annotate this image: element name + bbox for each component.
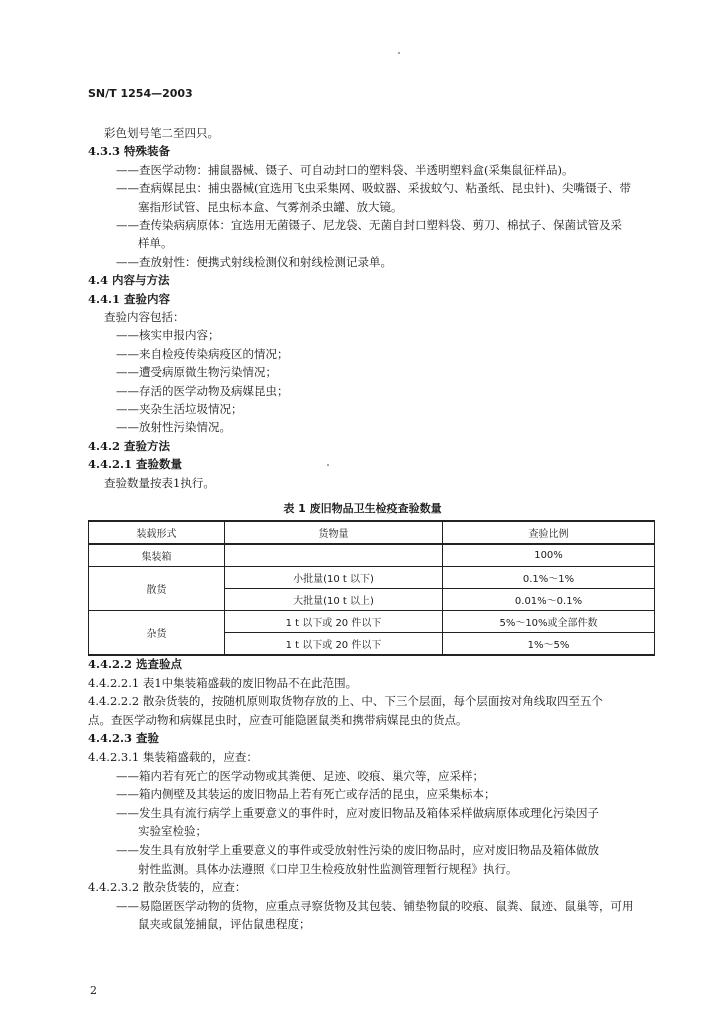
- text-line: ——核实申报内容；: [116, 328, 220, 343]
- text-line: ——易隐匿医学动物的货物，应重点寻察货物及其包装、铺垫物鼠的咬痕、鼠粪、鼠迹、鼠巢等，可用: [116, 898, 634, 913]
- text-line: 4.4.2.2.2 散杂货装的，按随机原则取货物存放的上、中、下三个层面，每个层面按对角线取四至五个: [88, 694, 603, 709]
- text-line: ——查医学动物：捕鼠器械、镊子、可自动封口的塑料袋、半透明塑料盒(采集鼠征样品)。: [116, 162, 574, 177]
- form-bulk: 散货: [89, 567, 225, 611]
- section-heading: 4.3.3 特殊装备: [88, 144, 171, 159]
- text-line: 点。查医学动物和病媒昆虫时，应查可能隐匿鼠类和携带病媒昆虫的货点。: [88, 712, 468, 727]
- qty-bulk-small: 小批量(10 t 以下): [225, 567, 443, 589]
- ratio-bulk-small: 0.1%～1%: [443, 567, 655, 589]
- text-line: ——发生具有放射学上重要意义的事件或受放射性污染的废旧物品时，应对废旧物品及箱体做放: [116, 843, 599, 857]
- text-line: 查验数量按表1执行。: [104, 475, 215, 490]
- text-line: 4.4.2.2.1 表1中集装箱盛载的废旧物品不在此范围。: [88, 675, 358, 690]
- table-caption: 表 1 废旧物品卫生检疫查验数量: [283, 502, 442, 515]
- text-line: 实验室检验；: [138, 824, 207, 839]
- form-container: 集装箱: [89, 544, 225, 567]
- header-loading-form: 装载形式: [89, 521, 225, 544]
- inspection-quantity-table: [88, 520, 655, 656]
- section-heading: 4.4.1 查验内容: [88, 291, 171, 306]
- text-line: ——箱内若有死亡的医学动物或其粪便、足迹、咬痕、巢穴等，应采样；: [116, 768, 484, 783]
- qty-bulk-large: 大批量(10 t 以上): [225, 589, 443, 611]
- text-line: ——夹杂生活垃圾情况；: [116, 402, 243, 416]
- text-line: ——查病媒昆虫：捕虫器械(宜选用飞虫采集网、吸蚊器、采拔蚊勺、粘蚤纸、昆虫针)、尖嘴镊子、带: [116, 181, 631, 196]
- text-line: ——查传染病病原体：宜选用无菌镊子、尼龙袋、无菌自封口塑料袋、剪刀、棉拭子、保菌试管及采: [116, 218, 622, 232]
- text-line: 射性监测。具体办法遵照《口岸卫生检疫放射性监测管理暂行规程》执行。: [138, 861, 518, 876]
- text-line: 彩色划号笔二至四只。: [104, 126, 219, 140]
- document-id: SN/T 1254—2003: [88, 87, 193, 100]
- text-line: ——存活的医学动物及病媒昆虫；: [116, 383, 289, 398]
- ratio-mixed-2: 1%～5%: [443, 633, 655, 656]
- section-heading: 4.4.2.3 查验: [88, 731, 160, 746]
- table-row: [89, 567, 655, 589]
- section-heading: 4.4.2.2 选查验点: [88, 657, 183, 671]
- ratio-mixed-1: 5%～10%或全部件数: [443, 611, 655, 633]
- table-header-row: [89, 521, 655, 544]
- text-line: 样单。: [138, 236, 173, 251]
- page-number: 2: [90, 984, 97, 997]
- qty-mixed-1: 1 t 以下或 20 件以下: [225, 611, 443, 633]
- table-row: [89, 544, 655, 567]
- section-heading: 4.4 内容与方法: [88, 273, 170, 288]
- text-line: ——来自检疫传染病疫区的情况；: [116, 346, 289, 361]
- text-line: 鼠夹或鼠笼捕鼠，评估鼠患程度；: [138, 917, 311, 932]
- text-line: ——查放射性：便携式射线检测仪和射线检测记录单。: [116, 254, 392, 269]
- text-line: ——发生具有流行病学上重要意义的事件时，应对废旧物品及箱体采样做病原体或理化污染因子: [116, 805, 599, 820]
- text-line: 塞指形试管、昆虫标本盒、气雾剂杀虫罐、放大镜。: [138, 199, 403, 214]
- header-cargo-quantity: 货物量: [225, 521, 443, 544]
- form-mixed: 杂货: [89, 611, 225, 656]
- qty-container: [225, 544, 443, 567]
- text-line: ——箱内侧壁及其装运的废旧物品上若有死亡或存活的昆虫，应采集标本；: [116, 787, 496, 802]
- text-line: ——放射性污染情况。: [116, 420, 231, 435]
- text-line: 查验内容包括：: [104, 310, 185, 324]
- ratio-bulk-large: 0.01%～0.1%: [443, 589, 655, 611]
- scan-speck: [327, 464, 329, 466]
- text-line: 4.4.2.3.1 集装箱盛载的，应查：: [88, 750, 258, 764]
- text-line: 4.4.2.3.2 散杂货装的，应查：: [88, 880, 247, 895]
- qty-mixed-2: 1 t 以下或 20 件以下: [225, 633, 443, 656]
- header-inspection-ratio: 查验比例: [443, 521, 655, 544]
- text-line: ——遭受病原微生物污染情况；: [116, 365, 277, 380]
- ratio-container: 100%: [443, 544, 655, 567]
- scan-speck: [398, 52, 400, 54]
- table-row: [89, 611, 655, 633]
- section-heading: 4.4.2 查验方法: [88, 438, 171, 453]
- section-heading: 4.4.2.1 查验数量: [88, 457, 183, 472]
